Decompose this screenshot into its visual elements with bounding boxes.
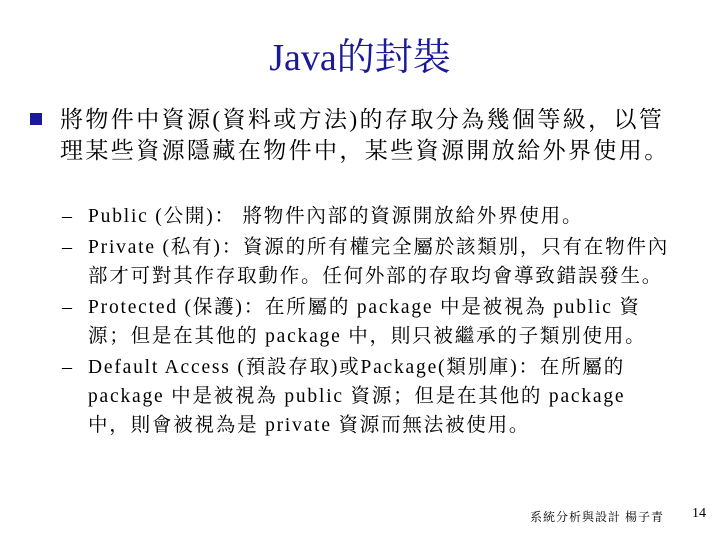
dash-bullet-icon: – — [62, 356, 72, 378]
list-item-text: Protected (保護)：在所屬的 package 中是被視為 public 資源；但是在其他的 package 中，則只被繼承的子類別使用。 — [88, 297, 647, 347]
page-number: 14 — [692, 506, 706, 521]
slide-title: Java的封裝 — [269, 37, 451, 79]
list-item-public — [62, 202, 672, 231]
access-level-list — [62, 202, 672, 442]
list-item-default-access — [62, 353, 672, 440]
list-item-private — [62, 233, 672, 291]
square-bullet-icon — [30, 113, 42, 125]
footer-author: 系統分析與設計 楊子青 — [530, 510, 665, 524]
dash-bullet-icon: – — [62, 236, 72, 258]
list-item-text: Private (私有)：資源的所有權完全屬於該類別，只有在物件內部才可對其作存取動作。任何外部的存取均會導致錯誤發生。 — [88, 237, 669, 287]
list-item-text: Default Access (預設存取)或Package(類別庫)：在所屬的 package 中是被視為 public 資源；但是在其他的 package 中，則會被視為是 private 資源而無法被使用。 — [88, 357, 626, 436]
dash-bullet-icon: – — [62, 205, 72, 227]
main-bullet-text: 將物件中資源(資料或方法)的存取分為幾個等級，以管理某些資源隱藏在物件中，某些資源開放給外界使用。 — [60, 107, 670, 163]
dash-bullet-icon: – — [62, 296, 72, 318]
list-item-protected — [62, 293, 672, 351]
list-item-text: Public (公開)： 將物件內部的資源開放給外界使用。 — [88, 206, 584, 227]
